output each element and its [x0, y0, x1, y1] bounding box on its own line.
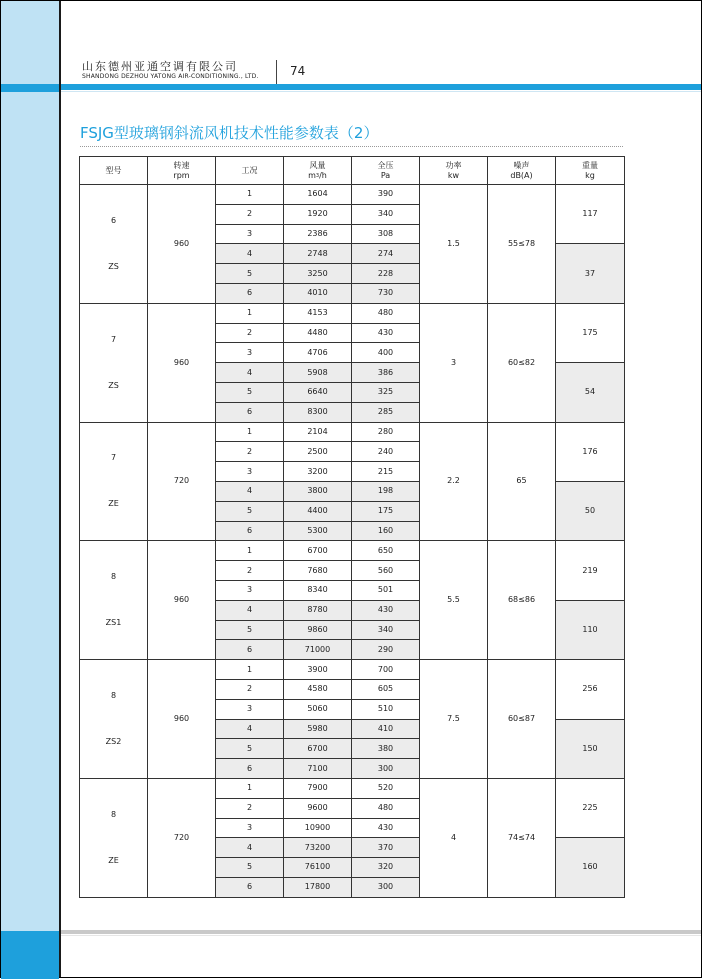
- flow-cell: 2748: [284, 244, 352, 264]
- condition-cell: 5: [216, 501, 284, 521]
- pressure-cell: 300: [352, 877, 420, 897]
- pressure-cell: 320: [352, 858, 420, 878]
- pressure-cell: 510: [352, 699, 420, 719]
- company-name-cn: 山东德州亚通空调有限公司: [82, 60, 238, 73]
- condition-cell: 2: [216, 442, 284, 462]
- flow-cell: 10900: [284, 818, 352, 838]
- header-power-unit: kw: [447, 170, 460, 180]
- flow-cell: 3800: [284, 481, 352, 501]
- title-dotted-rule: [80, 146, 623, 147]
- speed-cell: 720: [148, 422, 216, 541]
- pressure-cell: 198: [352, 481, 420, 501]
- flow-cell: 9860: [284, 620, 352, 640]
- flow-cell: 2500: [284, 442, 352, 462]
- condition-cell: 4: [216, 600, 284, 620]
- condition-cell: 6: [216, 759, 284, 779]
- condition-cell: 5: [216, 858, 284, 878]
- flow-cell: 3900: [284, 660, 352, 680]
- power-cell: 3: [420, 303, 488, 422]
- flow-cell: 9600: [284, 798, 352, 818]
- header-noise-label: 噪声: [513, 160, 530, 170]
- flow-cell: 71000: [284, 640, 352, 660]
- table-row: [80, 422, 625, 442]
- weight-cell-bottom: 37: [556, 244, 625, 303]
- flow-cell: 7100: [284, 759, 352, 779]
- flow-cell: 4580: [284, 679, 352, 699]
- pressure-cell: 650: [352, 541, 420, 561]
- condition-cell: 1: [216, 541, 284, 561]
- pressure-cell: 730: [352, 283, 420, 303]
- condition-cell: 3: [216, 462, 284, 482]
- header-pressure-label: 全压: [377, 160, 394, 170]
- condition-cell: 5: [216, 620, 284, 640]
- pressure-cell: 215: [352, 462, 420, 482]
- weight-cell-bottom: 50: [556, 481, 625, 540]
- pressure-cell: 340: [352, 620, 420, 640]
- pressure-cell: 380: [352, 739, 420, 759]
- condition-cell: 1: [216, 660, 284, 680]
- flow-cell: 4400: [284, 501, 352, 521]
- condition-cell: 4: [216, 244, 284, 264]
- header-weight: [556, 157, 625, 185]
- condition-cell: 6: [216, 283, 284, 303]
- power-cell: 4: [420, 778, 488, 897]
- header-power: [420, 157, 488, 185]
- page-title: FSJG型玻璃钢斜流风机技术性能参数表（2）: [80, 124, 379, 142]
- condition-cell: 3: [216, 580, 284, 600]
- power-cell: 7.5: [420, 660, 488, 779]
- weight-cell-bottom: 150: [556, 719, 625, 778]
- header-weight-label: 重量: [582, 160, 598, 170]
- pressure-cell: 605: [352, 679, 420, 699]
- flow-cell: 4706: [284, 343, 352, 363]
- pressure-cell: 560: [352, 561, 420, 581]
- table-header: [80, 157, 625, 185]
- header-speed: [148, 157, 216, 185]
- weight-cell-top: 176: [556, 422, 625, 481]
- header-flow: [284, 157, 352, 185]
- condition-cell: 5: [216, 382, 284, 402]
- spec-table: [79, 156, 625, 898]
- condition-cell: 2: [216, 798, 284, 818]
- model-type: ZS: [108, 261, 119, 271]
- condition-cell: 3: [216, 699, 284, 719]
- flow-cell: 3200: [284, 462, 352, 482]
- side-band-accent-bottom: [1, 931, 59, 979]
- footer-rule-thin: [61, 935, 701, 936]
- pressure-cell: 370: [352, 838, 420, 858]
- flow-unit-per: /h: [319, 170, 327, 180]
- condition-cell: 6: [216, 402, 284, 422]
- power-cell: 2.2: [420, 422, 488, 541]
- model-type: ZS: [108, 380, 119, 390]
- header-divider: [276, 60, 277, 84]
- pressure-cell: 280: [352, 422, 420, 442]
- pressure-cell: 340: [352, 204, 420, 224]
- weight-cell-top: 256: [556, 660, 625, 719]
- pressure-cell: 160: [352, 521, 420, 541]
- page-number: 74: [290, 64, 306, 78]
- pressure-cell: 386: [352, 363, 420, 383]
- table-row: [80, 541, 625, 561]
- weight-cell-top: 175: [556, 303, 625, 362]
- pressure-cell: 175: [352, 501, 420, 521]
- company-name-en: SHANDONG DEZHOU YATONG AIR-CONDITIONING., LTD.: [82, 73, 259, 80]
- header-flow-unit: [284, 171, 351, 181]
- table-row: [80, 185, 625, 205]
- noise-cell: 74≤74: [488, 778, 556, 897]
- condition-cell: 1: [216, 185, 284, 205]
- condition-cell: 5: [216, 739, 284, 759]
- table-body: [80, 185, 625, 898]
- model-number: 7: [110, 453, 117, 463]
- speed-cell: 960: [148, 185, 216, 304]
- flow-cell: 5060: [284, 699, 352, 719]
- pressure-cell: 480: [352, 303, 420, 323]
- model-cell: [80, 303, 148, 422]
- header-weight-unit: kg: [585, 170, 595, 180]
- condition-cell: 1: [216, 778, 284, 798]
- flow-unit-exponent: 3: [315, 172, 320, 179]
- header-condition: [216, 157, 284, 185]
- condition-cell: 4: [216, 838, 284, 858]
- power-cell: 1.5: [420, 185, 488, 304]
- header-speed-unit: rpm: [173, 170, 190, 180]
- condition-cell: 2: [216, 323, 284, 343]
- pressure-cell: 410: [352, 719, 420, 739]
- side-band-accent-top: [1, 84, 59, 92]
- pressure-cell: 325: [352, 382, 420, 402]
- pressure-cell: 430: [352, 600, 420, 620]
- pressure-cell: 520: [352, 778, 420, 798]
- flow-cell: 2386: [284, 224, 352, 244]
- speed-cell: 960: [148, 660, 216, 779]
- header-pressure-unit: Pa: [380, 170, 391, 180]
- weight-cell-bottom: 54: [556, 363, 625, 422]
- table-row: [80, 303, 625, 323]
- speed-cell: 960: [148, 541, 216, 660]
- model-number: 8: [110, 572, 117, 582]
- condition-cell: 6: [216, 877, 284, 897]
- header-noise: [488, 157, 556, 185]
- flow-cell: 5300: [284, 521, 352, 541]
- condition-cell: 3: [216, 818, 284, 838]
- header-model: [80, 157, 148, 185]
- weight-cell-top: 117: [556, 185, 625, 244]
- flow-cell: 6700: [284, 739, 352, 759]
- weight-cell-top: 225: [556, 778, 625, 837]
- condition-cell: 6: [216, 640, 284, 660]
- flow-cell: 3250: [284, 264, 352, 284]
- pressure-cell: 430: [352, 323, 420, 343]
- flow-cell: 5980: [284, 719, 352, 739]
- condition-cell: 1: [216, 303, 284, 323]
- model-number: 7: [110, 334, 117, 344]
- flow-cell: 17800: [284, 877, 352, 897]
- flow-unit-base: m: [308, 170, 316, 180]
- table-row: [80, 660, 625, 680]
- model-type: ZS1: [105, 618, 122, 628]
- condition-cell: 6: [216, 521, 284, 541]
- pressure-cell: 308: [352, 224, 420, 244]
- flow-cell: 4480: [284, 323, 352, 343]
- model-cell: [80, 422, 148, 541]
- condition-cell: 2: [216, 561, 284, 581]
- header-pressure: [352, 157, 420, 185]
- flow-cell: 76100: [284, 858, 352, 878]
- left-side-band: [1, 1, 61, 977]
- header-speed-label: 转速: [173, 160, 190, 170]
- pressure-cell: 240: [352, 442, 420, 462]
- speed-cell: 960: [148, 303, 216, 422]
- flow-cell: 4010: [284, 283, 352, 303]
- pressure-cell: 430: [352, 818, 420, 838]
- flow-cell: 8780: [284, 600, 352, 620]
- condition-cell: 5: [216, 264, 284, 284]
- condition-cell: 3: [216, 224, 284, 244]
- condition-cell: 4: [216, 719, 284, 739]
- condition-cell: 4: [216, 363, 284, 383]
- noise-cell: 60≤82: [488, 303, 556, 422]
- model-cell: [80, 778, 148, 897]
- flow-cell: 1920: [284, 204, 352, 224]
- footer-rule: [61, 930, 701, 934]
- noise-cell: 55≤78: [488, 185, 556, 304]
- condition-cell: 1: [216, 422, 284, 442]
- pressure-cell: 501: [352, 580, 420, 600]
- pressure-cell: 480: [352, 798, 420, 818]
- model-cell: [80, 660, 148, 779]
- flow-cell: 1604: [284, 185, 352, 205]
- header-condition-label: 工况: [241, 165, 258, 175]
- table-row: [80, 778, 625, 798]
- power-cell: 5.5: [420, 541, 488, 660]
- condition-cell: 2: [216, 679, 284, 699]
- flow-cell: 7680: [284, 561, 352, 581]
- flow-cell: 7900: [284, 778, 352, 798]
- noise-cell: 60≤87: [488, 660, 556, 779]
- noise-cell: 68≤86: [488, 541, 556, 660]
- flow-cell: 2104: [284, 422, 352, 442]
- speed-cell: 720: [148, 778, 216, 897]
- model-number: 8: [110, 691, 117, 701]
- flow-cell: 8300: [284, 402, 352, 422]
- model-cell: [80, 185, 148, 304]
- pressure-cell: 228: [352, 264, 420, 284]
- pressure-cell: 400: [352, 343, 420, 363]
- model-cell: [80, 541, 148, 660]
- header-rule: [61, 84, 701, 90]
- condition-cell: 3: [216, 343, 284, 363]
- model-number: 8: [110, 809, 117, 819]
- condition-cell: 4: [216, 481, 284, 501]
- pressure-cell: 700: [352, 660, 420, 680]
- model-number: 6: [110, 215, 117, 225]
- flow-cell: 6700: [284, 541, 352, 561]
- flow-cell: 5908: [284, 363, 352, 383]
- model-type: ZE: [108, 855, 119, 865]
- header-power-label: 功率: [445, 160, 462, 170]
- pressure-cell: 300: [352, 759, 420, 779]
- model-type: ZE: [108, 499, 119, 509]
- header-model-label: 型号: [105, 165, 122, 175]
- pressure-cell: 290: [352, 640, 420, 660]
- pressure-cell: 390: [352, 185, 420, 205]
- model-type: ZS2: [105, 737, 122, 747]
- header-noise-unit: dB(A): [510, 170, 533, 180]
- condition-cell: 2: [216, 204, 284, 224]
- header-flow-label: 风量: [309, 160, 326, 170]
- header-rule-thin: [61, 91, 701, 92]
- flow-cell: 73200: [284, 838, 352, 858]
- pressure-cell: 285: [352, 402, 420, 422]
- flow-cell: 6640: [284, 382, 352, 402]
- noise-cell: 65: [488, 422, 556, 541]
- weight-cell-bottom: 160: [556, 838, 625, 897]
- weight-cell-bottom: 110: [556, 600, 625, 659]
- weight-cell-top: 219: [556, 541, 625, 600]
- flow-cell: 8340: [284, 580, 352, 600]
- pressure-cell: 274: [352, 244, 420, 264]
- flow-cell: 4153: [284, 303, 352, 323]
